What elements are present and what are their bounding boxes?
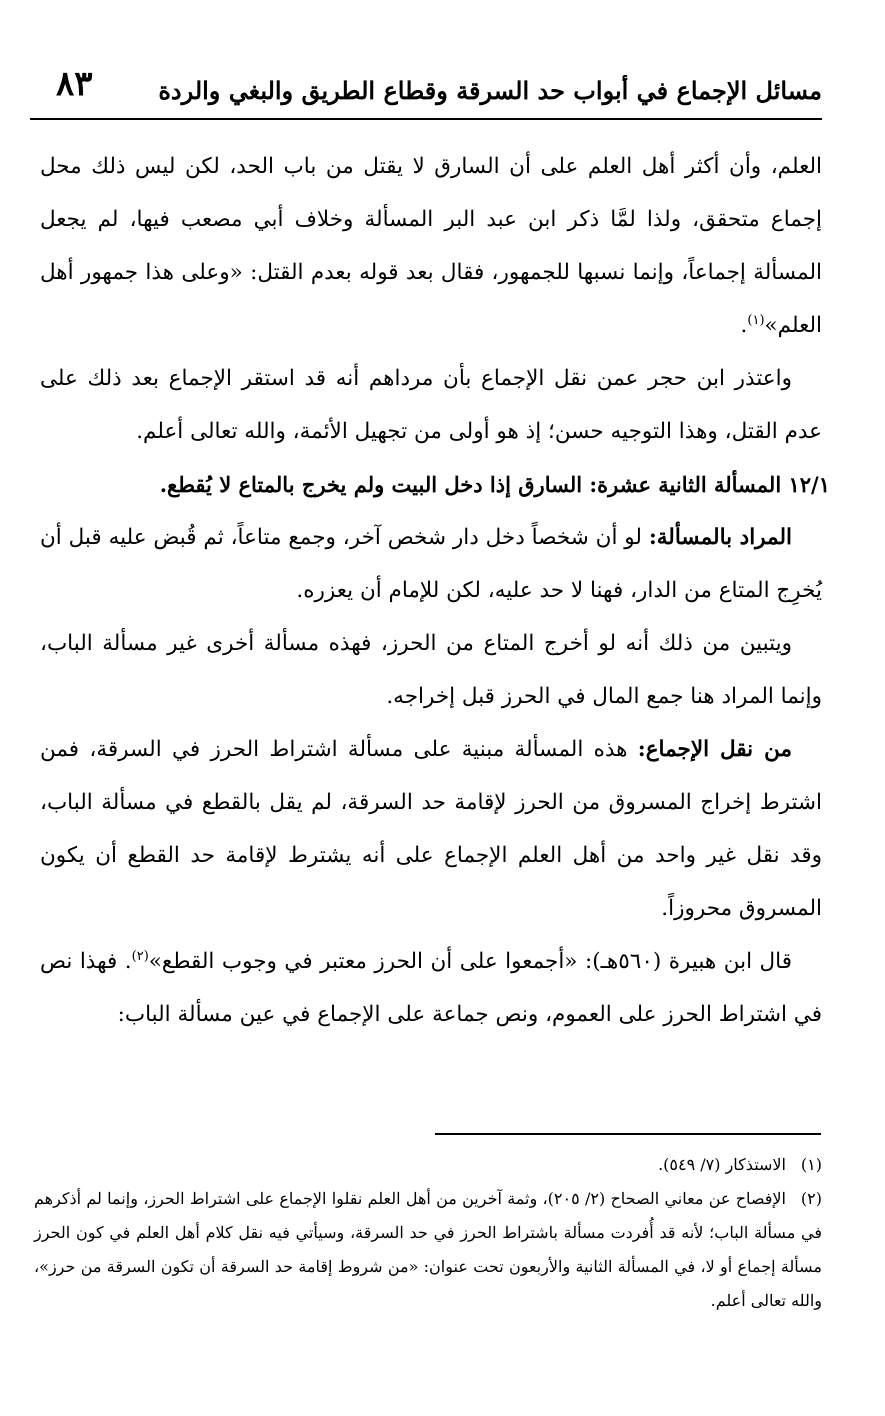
paragraph-3-lead: المراد بالمسألة: bbox=[648, 525, 793, 550]
paragraph-5 bbox=[40, 723, 822, 935]
paragraph-6 bbox=[40, 935, 822, 1041]
paragraph-1-text: العلم، وأن أكثر أهل العلم على أن السارق لا يقتل من باب الحد، لكن ليس ذلك محل إجماع متحقق، ولذا لمَّا ذكر ابن عبد البر المسألة وخلاف أبي مصعب فيها، لم يجعل المسألة إجماعاً، وإنما نسبها للجمهور، فقال بعد قوله بعدم القتل: «وعلى هذا جمهور أهل العلم» bbox=[40, 154, 822, 338]
paragraph-1-end: . bbox=[740, 313, 748, 338]
running-header-title: مسائل الإجماع في أبواب حد السرقة وقطاع الطريق والبغي والردة bbox=[158, 76, 822, 105]
footnote-2-number: (٢) bbox=[800, 1189, 823, 1208]
footnote-ref-1: (١) bbox=[747, 312, 765, 328]
paragraph-5-lead: من نقل الإجماع: bbox=[637, 737, 792, 762]
paragraph-6-text-a: قال ابن هبيرة (٥٦٠هـ): «أجمعوا على أن الحرز معتبر في وجوب القطع» bbox=[148, 949, 793, 974]
paragraph-1 bbox=[40, 140, 822, 352]
footnote-1-number: (١) bbox=[800, 1155, 822, 1174]
section-heading: ١٢/١ المسألة الثانية عشرة: السارق إذا دخل البيت ولم يخرج بالمتاع لا يُقطع. bbox=[159, 472, 830, 497]
footnotes bbox=[34, 1148, 822, 1318]
footnote-separator bbox=[435, 1133, 821, 1135]
footnote-ref-2: (٢) bbox=[131, 948, 149, 964]
paragraph-6-text-b: . فهذا نص في اشتراط الحرز على العموم، ونص جماعة على الإجماع في عين مسألة الباب: bbox=[40, 949, 822, 1027]
footnote-1-text: الاستذكار (٧/ ٥٤٩). bbox=[658, 1155, 786, 1174]
paragraph-3-text: لو أن شخصاً دخل دار شخص آخر، وجمع متاعاً، ثم قُبض عليه قبل أن يُخرِج المتاع من الدار، فهنا لا حد عليه، لكن للإمام أن يعزره. bbox=[40, 525, 822, 603]
paragraph-5-text: هذه المسألة مبنية على مسألة اشتراط الحرز في السرقة، فمن اشترط إخراج المسروق من الحرز لإقامة حد السرقة، لم يقل بالقطع في مسألة الباب، وقد نقل غير واحد من أهل العلم الإجماع على أنه يشترط لإقامة حد القطع أن يكون المسروق محروزاً. bbox=[40, 737, 822, 921]
paragraph-4: ويتبين من ذلك أنه لو أخرج المتاع من الحرز، فهذه مسألة أخرى غير مسألة الباب، وإنما المراد هنا جمع المال في الحرز قبل إخراجه. bbox=[40, 631, 822, 709]
page-number: ٨٣ bbox=[56, 64, 93, 104]
body-text bbox=[40, 140, 830, 1041]
paragraph-3 bbox=[40, 511, 822, 617]
paragraph-2: واعتذر ابن حجر عمن نقل الإجماع بأن مرداهم أنه قد استقر الإجماع بعد ذلك على عدم القتل، وهذا التوجيه حسن؛ إذ هو أولى من تجهيل الأئمة، والله تعالى أعلم. bbox=[40, 366, 822, 444]
footnote-1 bbox=[34, 1148, 822, 1182]
running-header bbox=[30, 58, 822, 120]
footnote-2 bbox=[34, 1182, 822, 1318]
footnote-2-text: الإفصاح عن معاني الصحاح (٢/ ٢٠٥)، وثمة آخرين من أهل العلم نقلوا الإجماع على اشتراط الحرز، وإنما لم أذكرهم في مسألة الباب؛ لأنه قد أُفردت مسألة باشتراط الحرز في حد السرقة، وسيأتي فيه نقل كلام أهل العلم في كون الحرز مسألة إجماع أو لا، في المسألة الثانية والأربعون تحت عنوان: «من شروط إقامة حد السرقة أن تكون السرقة من حرز»، والله تعالى أعلم. bbox=[34, 1189, 823, 1310]
